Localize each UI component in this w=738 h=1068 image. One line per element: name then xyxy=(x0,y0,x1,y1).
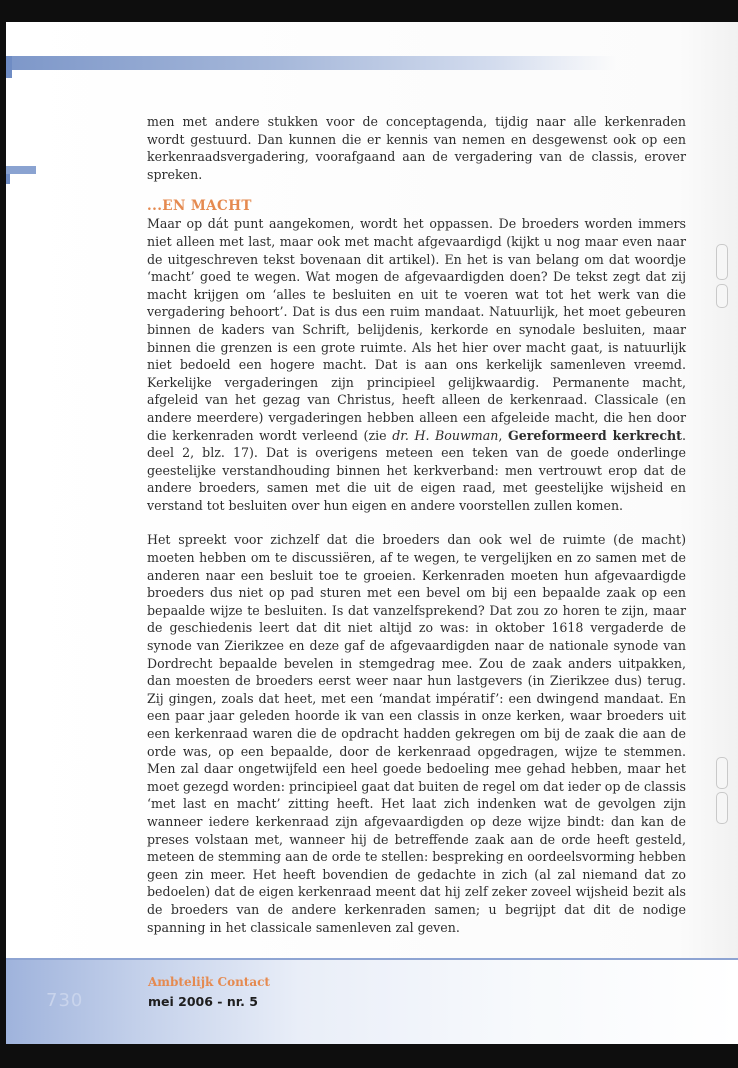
binding-hole-mark xyxy=(716,284,728,308)
issue-label: mei 2006 - nr. 5 xyxy=(148,994,258,1009)
book-title: Gereformeerd kerkrecht xyxy=(507,427,682,443)
author-reference: dr. H. Bouwman xyxy=(392,427,499,443)
page-tab-mark xyxy=(6,174,10,184)
article-body xyxy=(147,113,686,936)
section-heading: ...EN MACHT xyxy=(147,198,252,215)
publication-name: Ambtelijk Contact xyxy=(148,975,270,989)
binding-hole-mark xyxy=(716,792,728,824)
footer-color-band xyxy=(6,958,738,1044)
body-paragraph-1 xyxy=(147,215,686,514)
binding-hole-mark xyxy=(716,244,728,280)
scan-border-bottom xyxy=(0,1044,738,1068)
binding-hole-mark xyxy=(716,757,728,789)
paragraph-text: . deel 2, blz. 17). Dat is overigens meteen een teken van de goede onderlinge geestelijke verstandhouding binnen het kerkverband: men vertrouwt erop dat de andere broeders, samen met die uit de eigen raad, met geestelijke wijsheid en verstand tot besluiten over hun eigen en andere voorstellen zullen komen. xyxy=(147,427,687,513)
intro-paragraph: men met andere stukken voor de conceptagenda, tijdig naar alle kerkenraden wordt gestuurd. Dan kunnen die er kennis van nemen en desgewenst ook op een kerkenraadsvergadering, voorafgaand aan de vergadering van de classis, erover spreken. xyxy=(147,114,686,182)
page-number: 730 xyxy=(46,990,84,1011)
scan-border-top xyxy=(0,0,738,22)
body-paragraph-2: Het spreekt voor zichzelf dat die broeders dan ook wel de ruimte (de macht) moeten hebben om te discussiëren, af te wegen, te vergelijken en zo samen met de anderen naar een besluit toe te groeien. Kerkenraden moeten hun afgevaardigde broeders dus niet op pad sturen met een bevel om bij een bepaalde zaak op een bepaalde wijze te besluiten. Is dat vanzelfsprekend? Dat zou zo horen te zijn, maar de geschiedenis leert dat dit niet altijd zo was: in oktober 1618 vergaderde de synode van Zierikzee en deze gaf de afgevaardigden naar de nationale synode van Dordrecht bepaalde bevelen in stemgedrag mee. Zou de zaak anders uitpakken, dan moesten de broeders eerst weer naar hun lastgevers (in Zierikzee dus) terug. Zij gingen, zoals dat heet, met een ‘mandat impératif’: een dwingend mandaat. En een paar jaar geleden hoorde ik van een classis in onze kerken, waar broeders uit een kerkenraad waren die de opdracht hadden gekregen om bij de zaak die aan de orde was, op een bepaalde, door de kerkenraad opgedragen, wijze te stemmen. Men zal daar ongetwijfeld een heel goede bedoeling mee gehad hebben, maar het moet gezegd worden: principieel gaat dat buiten de regel om dat ieder op de classis ‘met last en macht’ zitting heeft. Het laat zich indenken wat de gevolgen zijn wanneer iedere kerkenraad zijn afgevaardigden op deze wijze bindt: dan kan de preses volstaan met, wanneer hij de betreffende zaak aan de orde heeft gesteld, meteen de stemming aan de orde te stellen: bespreking en oordeelsvorming hebben geen zin meer. Het heeft bovendien de gedachte in zich (al zal niemand dat zo bedoelen) dat de eigen kerkenraad meent dat hij zelf zeker zoveel wijsheid bezit als de broeders van de andere kerkenraden samen; u begrijpt dat dit de nodige spanning in het classicale samenleven zal geven. xyxy=(147,532,686,935)
paragraph-text: , xyxy=(498,427,508,443)
paragraph-text: Maar op dát punt aangekomen, wordt het oppassen. De broeders worden immers niet alleen met last, maar ook met macht afgevaardigd (kijkt u nog maar even naar de uitgeschreven tekst bovenaan dit artikel). En het is van belang om dat woordje ‘macht’ goed te wegen. Wat mogen de afgevaardigden doen? De tekst zegt dat zij macht krijgen om ‘alles te besluiten en uit te voeren wat tot het werk van die vergadering behoort’. Dat is dus een ruim mandaat. Natuurlijk, het moet gebeuren binnen de kaders van Schrift, belijdenis, kerkorde en synodale besluiten, maar binnen die grenzen is een grote ruimte. Als het hier over macht gaat, is natuurlijk niet bedoeld een hogere macht. Dat is aan ons kerkelijk samenleven vreemd. Kerkelijke vergaderingen zijn principieel gelijkwaardig. Permanente macht, afgeleid van het gezag van Christus, heeft alleen de kerkenraad. Classicale (en andere meerdere) vergaderingen hebben alleen een afgeleide macht, die hen door die kerkenraden wordt verleend (zie xyxy=(147,216,686,443)
page-tab-mark xyxy=(6,166,36,174)
page-tab-mark xyxy=(6,56,12,78)
footer-divider xyxy=(6,958,738,960)
header-color-band xyxy=(6,56,616,70)
